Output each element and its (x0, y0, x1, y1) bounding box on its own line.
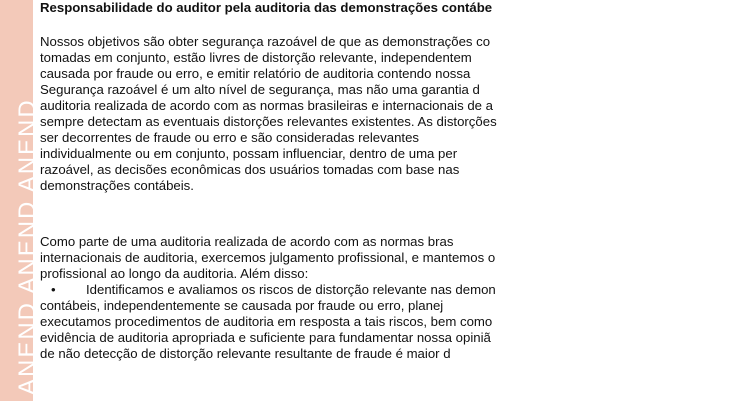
side-band-text (16, 98, 40, 395)
text-line: Segurança razoável é um alto nível de segurança, mas não uma garantia d (40, 82, 480, 97)
text-line: razoável, as decisões econômicas dos usuários tomadas com base nas (40, 162, 460, 177)
text-line: tomadas em conjunto, estão livres de distorção relevante, independentem (40, 50, 472, 65)
text-line: causada por fraude ou erro, e emitir relatório de auditoria contendo nossa (40, 66, 471, 81)
text-line: de não detecção de distorção relevante resultante de fraude é maior d (40, 346, 451, 361)
side-margin-band (0, 0, 41, 401)
text-line: auditoria realizada de acordo com as normas brasileiras e internacionais de a (40, 98, 494, 113)
text-line: Nossos objetivos são obter segurança razoável de que as demonstrações co (40, 34, 491, 49)
bullet-item-risks (40, 282, 496, 362)
text-line: Identificamos e avaliamos os riscos de distorção relevante nas demon (86, 282, 496, 297)
text-line: profissional ao longo da auditoria. Além disso: (40, 266, 309, 281)
text-line: sempre detectam as eventuais distorções relevantes existentes. As distorções (40, 114, 497, 129)
side-band-label: ANEND ANEND ANEND (14, 98, 41, 395)
text-line: contábeis, independentemente se causada por fraude ou erro, planej (40, 298, 444, 313)
section-heading: Responsabilidade do auditor pela auditoria das demonstrações contábe (40, 0, 493, 15)
text-line: individualmente ou em conjunto, possam influenciar, dentro de uma per (40, 146, 458, 161)
text-line: evidência de auditoria apropriada e suficiente para fundamentar nossa opiniã (40, 330, 491, 345)
bullet-marker: • (51, 282, 56, 297)
paragraph-audit-process (40, 234, 495, 282)
text-line: executamos procedimentos de auditoria em resposta a tais riscos, bem como (40, 314, 493, 329)
text-line: Como parte de uma auditoria realizada de acordo com as normas bras (40, 234, 454, 249)
text-line: ser decorrentes de fraude ou erro e são consideradas relevantes (40, 130, 419, 145)
text-line: internacionais de auditoria, exercemos julgamento profissional, e mantemos o (40, 250, 496, 265)
bullet-first-line (40, 282, 496, 298)
paragraph-objectives (40, 34, 497, 194)
text-line: demonstrações contábeis. (40, 178, 194, 193)
